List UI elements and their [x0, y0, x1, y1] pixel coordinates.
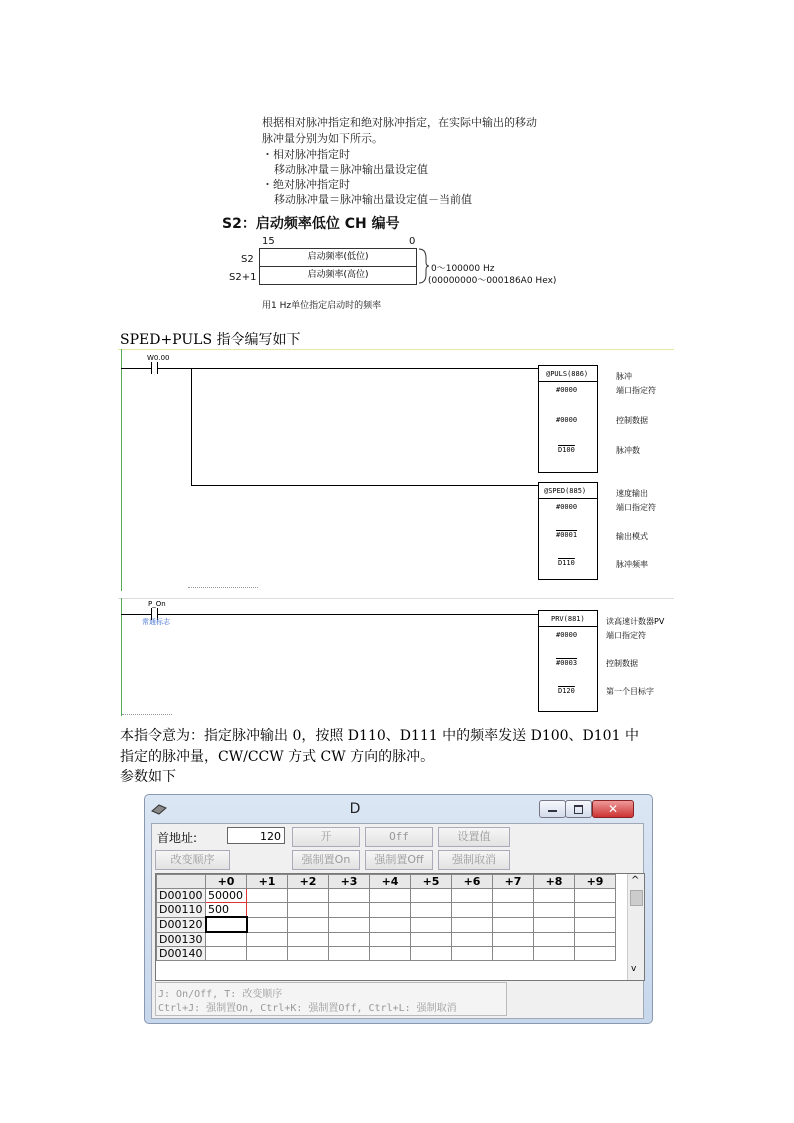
prv-comment-1: 读高速计数器PV — [606, 617, 665, 626]
cell[interactable] — [370, 932, 411, 947]
cell[interactable] — [288, 932, 329, 947]
row-address: D00110 — [157, 903, 206, 918]
puls-comment-4: 脉冲数 — [616, 446, 640, 455]
memory-grid — [156, 874, 616, 961]
table-row — [157, 889, 616, 903]
divider — [539, 626, 597, 627]
puls-comment-3: 控制数据 — [616, 416, 648, 425]
sped-comment-2: 端口指定符 — [616, 503, 656, 512]
cell[interactable] — [575, 917, 616, 932]
prv-instruction-block[interactable] — [538, 610, 598, 712]
maximize-icon — [574, 805, 583, 814]
fig1-line-3: ・相对脉冲指定时 — [262, 148, 350, 161]
col-header: +4 — [370, 875, 411, 889]
cell[interactable] — [411, 932, 452, 947]
cell[interactable] — [370, 917, 411, 932]
cell[interactable] — [534, 947, 575, 961]
sped-op-3: D110 — [558, 559, 575, 567]
bit-15-label: 15 — [262, 236, 275, 247]
wire — [191, 485, 538, 486]
cell[interactable] — [575, 947, 616, 961]
fig1-line-5: ・绝对脉冲指定时 — [262, 178, 350, 191]
prv-comment-3: 控制数据 — [606, 659, 638, 668]
scroll-down-icon[interactable]: v — [631, 964, 637, 974]
cell[interactable] — [493, 917, 534, 932]
start-freq-high-box: 启动频率(高位) — [259, 266, 417, 285]
rung-top-border — [118, 349, 674, 350]
start-address-input[interactable]: 120 — [227, 827, 285, 844]
vertical-scrollbar[interactable] — [627, 874, 644, 980]
rung-end-marker — [122, 714, 172, 716]
puls-op-2: #0000 — [556, 416, 578, 424]
cell[interactable] — [329, 917, 370, 932]
window-client — [151, 823, 644, 1019]
cell[interactable] — [288, 917, 329, 932]
puls-comment-2: 端口指定符 — [616, 386, 656, 395]
cell[interactable] — [206, 932, 247, 947]
row-address: D00140 — [157, 947, 206, 961]
prv-name: PRV(881) — [551, 615, 585, 623]
row-address: D00100 — [157, 889, 206, 903]
cell-d00110[interactable]: 500 — [206, 903, 247, 918]
memory-grid-area — [155, 873, 645, 981]
change-order-button[interactable]: 改变顺序 — [155, 850, 230, 870]
cell[interactable] — [329, 947, 370, 961]
cell[interactable] — [247, 947, 288, 961]
table-row — [157, 903, 616, 918]
prv-comment-2: 端口指定符 — [606, 631, 646, 640]
contact-comment: 常通标志 — [142, 618, 170, 626]
divider — [539, 381, 597, 382]
cell[interactable] — [288, 903, 329, 918]
cell[interactable] — [288, 889, 329, 903]
start-address-label: 首地址: — [157, 831, 198, 845]
ladder-rung-2 — [118, 598, 674, 716]
minimize-button[interactable] — [539, 800, 566, 818]
table-row — [157, 917, 616, 932]
table-row — [157, 947, 616, 961]
col-header: +0 — [206, 875, 247, 889]
col-header: +8 — [534, 875, 575, 889]
cell[interactable] — [288, 947, 329, 961]
sped-op-1: #0000 — [556, 503, 578, 511]
sped-op-2: #0001 — [556, 531, 578, 539]
cell[interactable] — [247, 932, 288, 947]
minimize-icon — [548, 810, 557, 812]
left-power-rail — [121, 598, 122, 716]
cell[interactable] — [370, 903, 411, 918]
fig1-line-1: 根据相对脉冲指定和绝对脉冲指定，在实际中输出的移动 — [262, 116, 537, 129]
cell[interactable] — [411, 903, 452, 918]
start-freq-low-box: 启动频率(低位) — [259, 248, 417, 267]
branch-wire — [191, 368, 192, 485]
cell[interactable] — [493, 889, 534, 903]
contact-left — [151, 362, 152, 374]
params-heading: 参数如下 — [120, 769, 176, 785]
corner-cell — [157, 875, 206, 889]
wire — [121, 614, 151, 615]
prv-op-1: #0000 — [556, 631, 578, 639]
sped-name: @SPED(885) — [544, 487, 587, 495]
close-button[interactable] — [592, 800, 634, 818]
freq-range: 0～100000 Hz — [431, 264, 495, 274]
table-row — [157, 932, 616, 947]
cell[interactable] — [247, 889, 288, 903]
prv-op-3: D120 — [558, 687, 575, 695]
ladder-rung-1 — [118, 349, 674, 591]
cell[interactable] — [329, 932, 370, 947]
fig1-line-6: 移动脉冲量＝脉冲输出量设定值－当前值 — [274, 193, 472, 206]
sped-instruction-block[interactable] — [538, 482, 598, 580]
cell[interactable] — [247, 917, 288, 932]
s2p1-label: S2+1 — [229, 272, 257, 283]
scroll-up-icon[interactable]: ^ — [631, 875, 640, 886]
window-title: D — [349, 801, 361, 817]
col-header: +1 — [247, 875, 288, 889]
cell[interactable] — [452, 932, 493, 947]
col-header: +7 — [493, 875, 534, 889]
cell[interactable] — [370, 889, 411, 903]
divider — [539, 498, 597, 499]
close-icon: ✕ — [607, 802, 619, 816]
cell[interactable] — [452, 889, 493, 903]
cell[interactable] — [206, 947, 247, 961]
cell[interactable] — [493, 947, 534, 961]
status-line-2: Ctrl+J: 强制置On, Ctrl+K: 强制置Off, Ctrl+L: 强制取消 — [158, 1003, 457, 1014]
cell[interactable] — [575, 932, 616, 947]
force-cancel-button[interactable]: 强制取消 — [438, 850, 510, 870]
cell[interactable] — [370, 947, 411, 961]
col-header: +6 — [452, 875, 493, 889]
puls-op-1: #0000 — [556, 386, 578, 394]
contact-p-on: P_On — [148, 600, 166, 608]
cell[interactable] — [493, 932, 534, 947]
set-value-button[interactable]: 设置值 — [438, 827, 510, 847]
bit-0-label: 0 — [409, 236, 416, 247]
cell[interactable] — [411, 947, 452, 961]
prv-comment-4: 第一个目标字 — [606, 687, 654, 696]
sped-heading: SPED+PULS 指令编写如下 — [120, 332, 301, 348]
cell[interactable] — [329, 889, 370, 903]
contact-w0-00: W0.00 — [147, 354, 170, 362]
off-button[interactable]: Off — [365, 827, 433, 847]
cell[interactable] — [575, 889, 616, 903]
fig1-caption: 用1 Hz单位指定启动时的频率 — [262, 301, 382, 311]
cell[interactable] — [575, 903, 616, 918]
cell[interactable] — [329, 903, 370, 918]
freq-range-hex: (00000000～000186A0 Hex) — [428, 276, 557, 286]
sped-comment-3: 输出模式 — [616, 532, 648, 541]
cell[interactable] — [452, 917, 493, 932]
cell[interactable] — [411, 889, 452, 903]
row-address: D00120 — [157, 917, 206, 932]
cell[interactable] — [534, 903, 575, 918]
s2-title: S2：启动频率低位 CH 编号 — [222, 216, 400, 232]
cell[interactable] — [534, 889, 575, 903]
col-header: +3 — [329, 875, 370, 889]
sped-comment-4: 脉冲频率 — [616, 560, 648, 569]
grid-header-row — [157, 875, 616, 889]
cell-d00120-selected[interactable] — [206, 917, 247, 932]
d-memory-window — [144, 794, 653, 1024]
cell[interactable] — [452, 903, 493, 918]
scroll-thumb[interactable] — [630, 890, 643, 906]
cell-d00100[interactable]: 50000 — [206, 889, 247, 903]
fig1-line-2: 脉冲量分别为如下所示。 — [262, 132, 383, 145]
row-address: D00130 — [157, 932, 206, 947]
cell[interactable] — [247, 903, 288, 918]
cell[interactable] — [493, 903, 534, 918]
puls-comment-1: 脉冲 — [616, 372, 632, 381]
wire — [157, 368, 538, 369]
force-off-button[interactable]: 强制置Off — [365, 850, 433, 870]
rung-top-border — [118, 598, 674, 599]
sped-comment-1: 速度输出 — [616, 489, 648, 498]
puls-op-3: D100 — [558, 446, 575, 454]
col-header: +9 — [575, 875, 616, 889]
cell[interactable] — [534, 932, 575, 947]
explanation-line-2: 指定的脉冲量，CW/CCW 方式 CW 方向的脉冲。 — [120, 749, 435, 765]
cell[interactable] — [534, 917, 575, 932]
force-on-button[interactable]: 强制置On — [292, 850, 360, 870]
cell[interactable] — [452, 947, 493, 961]
wire — [121, 368, 151, 369]
explanation-line-1: 本指令意为：指定脉冲输出 0，按照 D110、D111 中的频率发送 D100、D101 中 — [120, 728, 639, 744]
prv-op-2: #0003 — [556, 659, 578, 667]
on-button[interactable]: 开 — [292, 827, 360, 847]
left-power-rail — [121, 349, 122, 591]
status-line-1: J: On/Off, T: 改变顺序 — [158, 989, 283, 1000]
col-header: +5 — [411, 875, 452, 889]
wire — [157, 614, 538, 615]
rung-end-marker — [188, 587, 258, 589]
fig1-line-4: 移动脉冲量＝脉冲输出量设定值 — [274, 163, 428, 176]
puls-instruction-block[interactable] — [538, 365, 598, 473]
col-header: +2 — [288, 875, 329, 889]
s2-label: S2 — [241, 254, 254, 265]
cell[interactable] — [411, 917, 452, 932]
status-hints — [155, 982, 507, 1016]
maximize-button[interactable] — [565, 800, 592, 818]
puls-name: @PULS(886) — [546, 370, 589, 378]
